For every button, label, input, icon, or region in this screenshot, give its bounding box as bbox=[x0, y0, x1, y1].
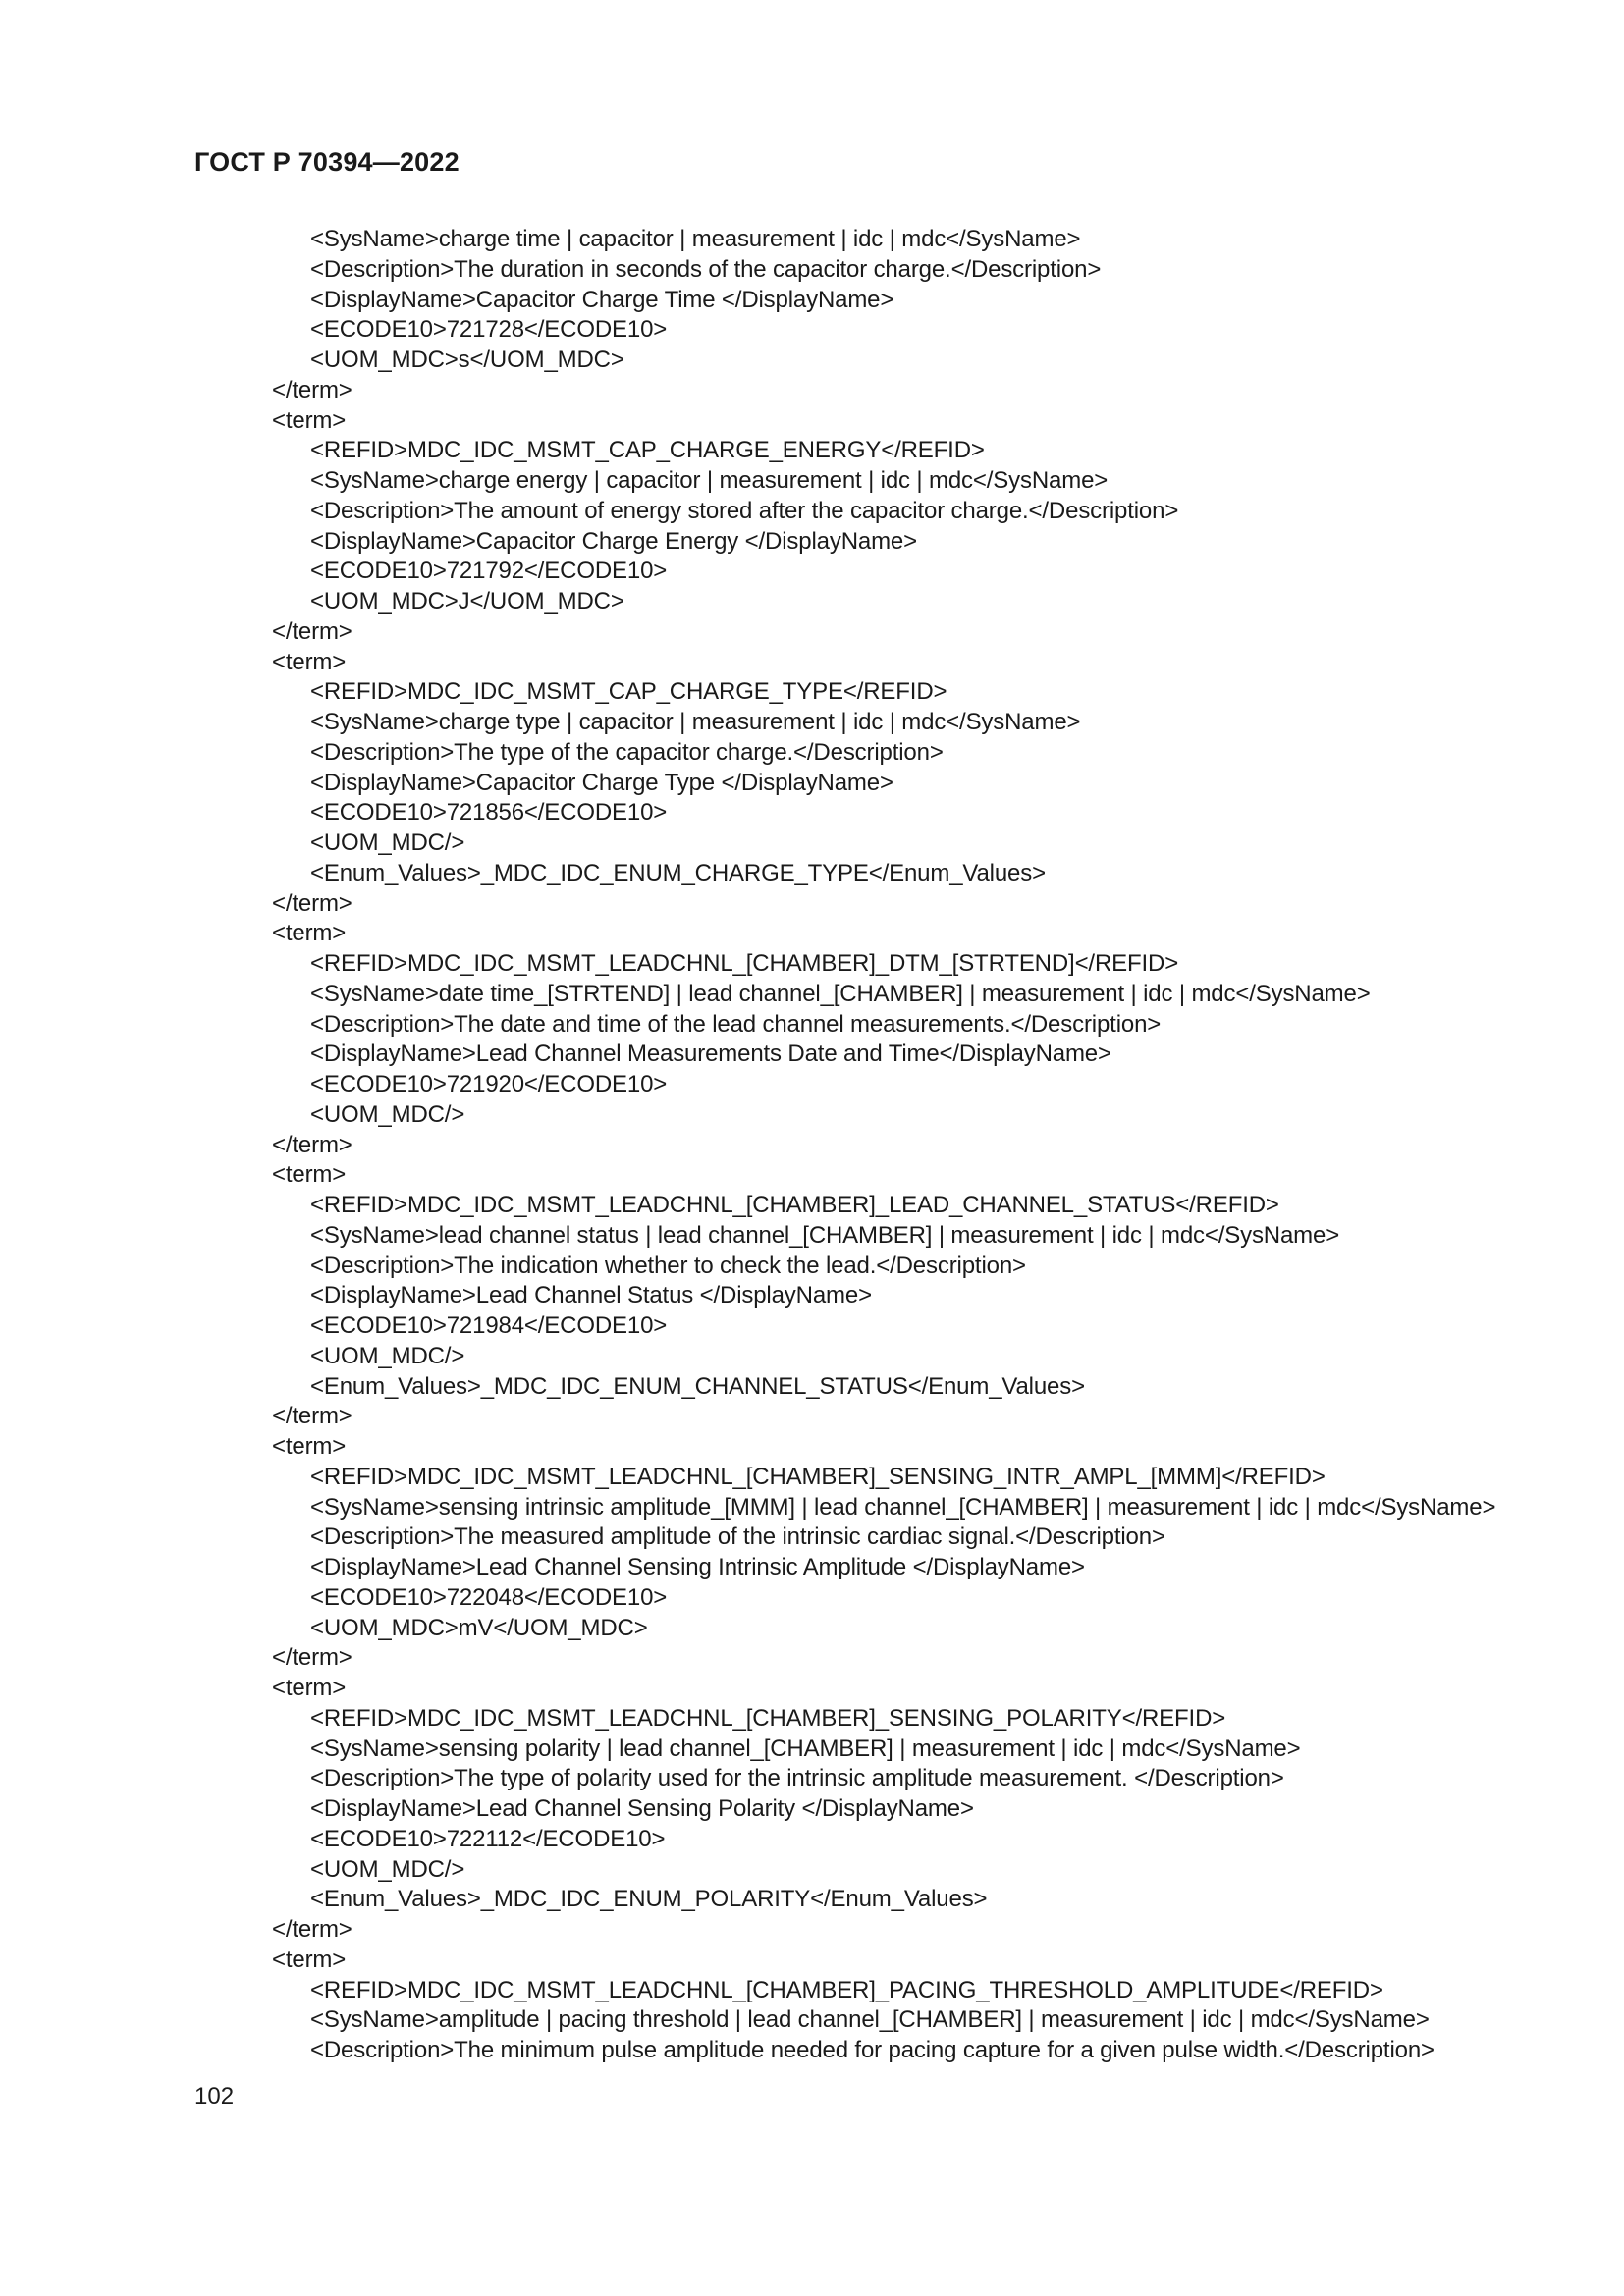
xml-line: <DisplayName>Lead Channel Sensing Intrinsic Amplitude </DisplayName> bbox=[310, 1554, 1085, 1580]
xml-line: <ECODE10>721856</ECODE10> bbox=[310, 799, 668, 827]
xml-line: <SysName>amplitude | pacing threshold | lead channel_[CHAMBER] | measurement | idc | mdc</SysName> bbox=[310, 2006, 1430, 2034]
xml-line: </term> bbox=[272, 1644, 352, 1672]
xml-line: <REFID>MDC_IDC_MSMT_CAP_CHARGE_TYPE</REFID> bbox=[310, 678, 947, 706]
xml-line: <REFID>MDC_IDC_MSMT_CAP_CHARGE_ENERGY</REFID> bbox=[310, 437, 985, 464]
xml-line: <ECODE10>721920</ECODE10> bbox=[310, 1071, 668, 1097]
xml-line: </term> bbox=[272, 889, 352, 917]
xml-line: <SysName>charge time | capacitor | measurement | idc | mdc</SysName> bbox=[310, 226, 1081, 252]
xml-line: </term> bbox=[272, 1916, 352, 1943]
xml-line: <REFID>MDC_IDC_MSMT_LEADCHNL_[CHAMBER]_DTM_[STRTEND]</REFID> bbox=[310, 950, 1179, 977]
xml-line: <REFID>MDC_IDC_MSMT_LEADCHNL_[CHAMBER]_PACING_THRESHOLD_AMPLITUDE</REFID> bbox=[310, 1976, 1383, 2003]
xml-line: <Description>The indication whether to check the lead.</Description> bbox=[310, 1252, 1026, 1279]
document-code-header: ГОСТ Р 70394—2022 bbox=[194, 147, 460, 177]
xml-line: </term> bbox=[272, 1131, 352, 1158]
xml-line: <term> bbox=[272, 648, 347, 675]
xml-line: <Enum_Values>_MDC_IDC_ENUM_CHARGE_TYPE</Enum_Values> bbox=[310, 859, 1046, 886]
xml-line: <DisplayName>Lead Channel Status </DisplayName> bbox=[310, 1282, 872, 1309]
xml-line: <Description>The type of polarity used for the intrinsic amplitude measurement. </Description> bbox=[310, 1765, 1284, 1792]
xml-line: <Enum_Values>_MDC_IDC_ENUM_POLARITY</Enum_Values> bbox=[310, 1886, 988, 1913]
xml-line: <UOM_MDC>s</UOM_MDC> bbox=[310, 347, 624, 373]
xml-line: <REFID>MDC_IDC_MSMT_LEADCHNL_[CHAMBER]_SENSING_INTR_AMPL_[MMM]</REFID> bbox=[310, 1463, 1326, 1490]
xml-line: <DisplayName>Lead Channel Measurements Date and Time</DisplayName> bbox=[310, 1041, 1111, 1068]
xml-line: </term> bbox=[272, 617, 352, 645]
xml-line: </term> bbox=[272, 1403, 352, 1430]
xml-line: <term> bbox=[272, 1946, 347, 1973]
xml-line: <UOM_MDC/> bbox=[310, 1342, 465, 1369]
xml-line: <DisplayName>Capacitor Charge Energy </DisplayName> bbox=[310, 527, 917, 555]
xml-line: <term> bbox=[272, 406, 347, 434]
xml-line: </term> bbox=[272, 376, 352, 403]
xml-line: <ECODE10>722112</ECODE10> bbox=[310, 1825, 666, 1852]
xml-line: <ECODE10>721792</ECODE10> bbox=[310, 558, 668, 585]
xml-line: <Description>The amount of energy stored after the capacitor charge.</Description> bbox=[310, 497, 1179, 524]
xml-line: <ECODE10>722048</ECODE10> bbox=[310, 1583, 668, 1611]
xml-line: <Description>The measured amplitude of the intrinsic cardiac signal.</Description> bbox=[310, 1523, 1165, 1551]
xml-listing bbox=[0, 225, 1624, 2066]
xml-line: <term> bbox=[272, 1161, 347, 1189]
xml-line: <term> bbox=[272, 1433, 347, 1460]
xml-line: <SysName>charge type | capacitor | measurement | idc | mdc</SysName> bbox=[310, 709, 1081, 735]
page-number: 102 bbox=[194, 2083, 235, 2109]
xml-line: <Description>The type of the capacitor charge.</Description> bbox=[310, 738, 944, 766]
xml-line: <SysName>date time_[STRTEND] | lead channel_[CHAMBER] | measurement | idc | mdc</SysName> bbox=[310, 980, 1371, 1007]
xml-line: <Description>The date and time of the lead channel measurements.</Description> bbox=[310, 1010, 1162, 1038]
xml-line: <ECODE10>721728</ECODE10> bbox=[310, 316, 668, 344]
xml-line: <DisplayName>Capacitor Charge Time </DisplayName> bbox=[310, 286, 894, 313]
xml-line: <UOM_MDC>mV</UOM_MDC> bbox=[310, 1614, 648, 1641]
xml-line: <Description>The minimum pulse amplitude needed for pacing capture for a given pulse width.</Description> bbox=[310, 2037, 1435, 2063]
xml-line: <SysName>charge energy | capacitor | measurement | idc | mdc</SysName> bbox=[310, 467, 1109, 494]
xml-line: <UOM_MDC/> bbox=[310, 829, 465, 856]
xml-line: <SysName>sensing polarity | lead channel_[CHAMBER] | measurement | idc | mdc</SysName> bbox=[310, 1735, 1301, 1762]
xml-line: <UOM_MDC>J</UOM_MDC> bbox=[310, 588, 624, 614]
xml-line: <DisplayName>Lead Channel Sensing Polarity </DisplayName> bbox=[310, 1795, 974, 1822]
xml-line: <ECODE10>721984</ECODE10> bbox=[310, 1312, 668, 1339]
xml-line: <term> bbox=[272, 1675, 347, 1701]
xml-line: <term> bbox=[272, 920, 347, 947]
xml-line: <DisplayName>Capacitor Charge Type </DisplayName> bbox=[310, 769, 893, 796]
xml-line: <Description>The duration in seconds of the capacitor charge.</Description> bbox=[310, 255, 1102, 283]
xml-line: <UOM_MDC/> bbox=[310, 1855, 465, 1883]
xml-line: <REFID>MDC_IDC_MSMT_LEADCHNL_[CHAMBER]_SENSING_POLARITY</REFID> bbox=[310, 1704, 1226, 1732]
xml-line: <REFID>MDC_IDC_MSMT_LEADCHNL_[CHAMBER]_LEAD_CHANNEL_STATUS</REFID> bbox=[310, 1192, 1279, 1218]
xml-line: <SysName>sensing intrinsic amplitude_[MMM] | lead channel_[CHAMBER] | measurement | idc | mdc</SysName> bbox=[310, 1493, 1496, 1521]
xml-line: <UOM_MDC/> bbox=[310, 1100, 465, 1128]
xml-line: <Enum_Values>_MDC_IDC_ENUM_CHANNEL_STATUS</Enum_Values> bbox=[310, 1372, 1085, 1400]
xml-line: <SysName>lead channel status | lead channel_[CHAMBER] | measurement | idc | mdc</SysName> bbox=[310, 1221, 1340, 1249]
